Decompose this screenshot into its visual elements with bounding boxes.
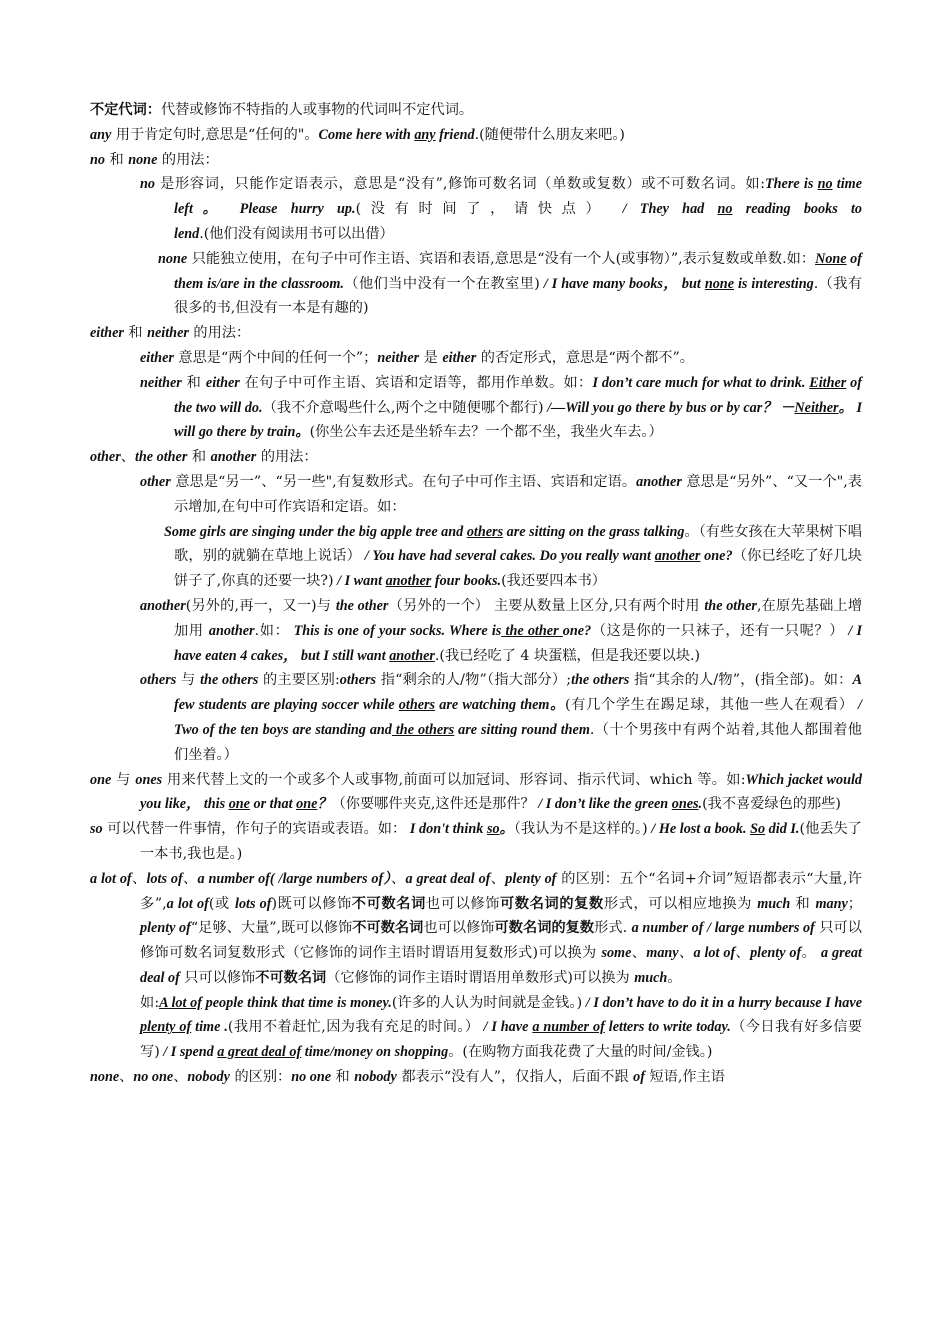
example: reading books to lend bbox=[174, 201, 862, 242]
text: 意思是“另一”、“另一些",有复数形式。在句子中可作主语、宾语和定语。 bbox=[170, 473, 637, 490]
keyword: a great deal of bbox=[140, 945, 862, 986]
translation: .（十个男孩中有两个站着,其他人都围着他们坐着。） bbox=[174, 721, 862, 763]
example: / I don’t like the green bbox=[534, 796, 672, 813]
text: 在句子中可作主语、宾语和定语等，都用作单数。如： bbox=[239, 374, 593, 391]
example: 。 bbox=[499, 821, 514, 838]
example: of them is/are in the classroom. bbox=[174, 250, 862, 292]
example: . bbox=[698, 796, 703, 813]
keyword-ones: ones bbox=[135, 771, 163, 788]
document-page bbox=[90, 98, 862, 1090]
example-underlined: others bbox=[398, 697, 436, 714]
text: 形式，可以相应地换为 bbox=[603, 895, 758, 912]
text: )既可以修饰 bbox=[271, 895, 352, 912]
sep: 、 bbox=[735, 945, 751, 962]
conj: 和 bbox=[104, 151, 129, 168]
keyword: some bbox=[601, 945, 632, 962]
keyword: lots of bbox=[235, 895, 272, 912]
example-underlined: one bbox=[296, 796, 318, 813]
text: ； bbox=[847, 895, 862, 912]
example: one? bbox=[700, 548, 733, 565]
intro-definition: 代替或修饰不特指的人或事物的代词叫不定代词。 bbox=[160, 102, 474, 118]
example: time left。 Please hurry up. bbox=[174, 176, 863, 218]
example: one? bbox=[562, 622, 592, 639]
example: / I have eaten 4 cakes， but I still want bbox=[174, 622, 862, 664]
keyword-another: another bbox=[636, 473, 682, 490]
keyword-others: others bbox=[140, 672, 177, 689]
example-underlined: Neither bbox=[794, 399, 839, 416]
keyword-neither: neither bbox=[377, 349, 420, 366]
translation: （今日我有好多信要写) bbox=[140, 1019, 863, 1061]
text: 如: bbox=[140, 994, 160, 1011]
keyword-either: either bbox=[90, 325, 124, 342]
example: This is one of your socks. Where is bbox=[289, 622, 502, 639]
a-lot-of-examples-paragraph bbox=[90, 991, 862, 1065]
intro-paragraph bbox=[90, 98, 862, 123]
keyword-neither: neither bbox=[140, 374, 182, 391]
example-underlined: no bbox=[717, 201, 733, 218]
conj: 和 bbox=[187, 449, 211, 466]
keyword-others: others bbox=[339, 672, 377, 689]
any-example-underlined: any bbox=[414, 126, 436, 143]
example: / I want bbox=[333, 573, 386, 590]
example: are sitting on the grass talking bbox=[503, 523, 685, 540]
keyword-any: any bbox=[90, 126, 112, 143]
text: 可以代替一件事情，作句子的宾语或表语。如： bbox=[102, 821, 407, 838]
any-example: Come here with bbox=[318, 126, 415, 143]
example: / You have had several cakes. Do you really want bbox=[360, 548, 655, 565]
none-no-one-nobody-paragraph bbox=[90, 1065, 862, 1090]
translation: .（我有很多的书,但没有一本是有趣的) bbox=[174, 275, 863, 317]
text: 是 bbox=[419, 349, 443, 366]
translation: (你坐公车去还是坐轿车去？一个都不坐，我坐火车去。） bbox=[309, 424, 663, 441]
keyword-another: another bbox=[140, 597, 186, 614]
none-usage-paragraph bbox=[90, 247, 862, 321]
translation: （我不介意喝些什么,两个之中随便哪个都行) bbox=[262, 399, 544, 416]
keyword-another: another bbox=[210, 449, 257, 466]
translation: (许多的人认为时间就是金钱。) bbox=[391, 994, 583, 1011]
sep: 、 bbox=[182, 870, 198, 887]
translation: (我用不着赶忙,因为我有充足的时间。） bbox=[227, 1019, 480, 1036]
example: / I have many books， but bbox=[539, 275, 705, 292]
text: （它修饰的词作主语时谓语用单数形式)可以换为 bbox=[326, 969, 635, 986]
heading-text: 的用法： bbox=[256, 449, 318, 466]
text: 只可以修饰可数名词复数形式（它修饰的词作主语时谓语用复数形式)可以换为 bbox=[140, 920, 862, 962]
translation: (我还要四本书） bbox=[501, 573, 606, 590]
keyword-another: another bbox=[208, 622, 255, 639]
example: There is bbox=[765, 176, 818, 193]
no-usage-text: 是形容词，只能作定语表示，意思是“没有”,修饰可数名词（单数或复数）或不可数名词。如: bbox=[154, 176, 765, 193]
keyword-the-other: the other bbox=[134, 449, 188, 466]
example: letters to write today. bbox=[604, 1019, 731, 1036]
translation: （这是你的一只袜子，还有一只呢？） bbox=[591, 622, 845, 639]
heading-text: 的用法： bbox=[157, 151, 219, 168]
conj: 和 bbox=[181, 374, 206, 391]
translation: .(我已经吃了 4 块蛋糕，但是我还要以块.) bbox=[434, 647, 701, 664]
example: / I don’t have to do it in a hurry because I have bbox=[582, 994, 862, 1011]
example-underlined: a great deal of bbox=[217, 1044, 302, 1061]
example-underlined: ones bbox=[671, 796, 699, 813]
keyword: nobody bbox=[187, 1069, 230, 1086]
keyword-other: other bbox=[140, 473, 171, 490]
text: .如： bbox=[254, 622, 290, 639]
translation: 。(在购物方面我花费了大量的时间/金钱。) bbox=[448, 1044, 713, 1061]
translation: 。（有些女孩在大苹果树下唱歌，别的就躺在草地上说话） bbox=[174, 523, 862, 565]
keyword: nobody bbox=[354, 1069, 397, 1086]
keyword-the-other: the other bbox=[704, 597, 757, 614]
translation: （你要哪件夹克,这件还是那件？ bbox=[331, 796, 535, 813]
keyword: plenty of bbox=[140, 920, 191, 937]
example: or that bbox=[249, 796, 297, 813]
example: people think that time is money. bbox=[201, 994, 392, 1011]
keyword: a lot of bbox=[693, 945, 736, 962]
translation: （我认为不是这样的。) bbox=[513, 821, 648, 838]
so-paragraph bbox=[90, 817, 862, 867]
translation: (我不喜爱绿色的那些) bbox=[702, 796, 841, 813]
any-text: 用于肯定句时,意思是“任何的"。 bbox=[111, 126, 319, 143]
example-underlined: none bbox=[704, 275, 734, 292]
keyword: a great deal of bbox=[405, 870, 491, 887]
text: 和 bbox=[790, 895, 816, 912]
example-underlined: the others bbox=[391, 721, 455, 738]
sep: 、 bbox=[120, 449, 135, 466]
keyword-either: either bbox=[205, 374, 240, 391]
example: are sitting round them bbox=[454, 721, 590, 738]
text: （另外的一个） 主要从数量上区分,只有两个时用 bbox=[388, 597, 705, 614]
translation: (有几个学生在踢足球，其他一些人在观看） bbox=[565, 697, 854, 714]
example: is interesting bbox=[734, 275, 814, 292]
bold-term: 不可数名词 bbox=[352, 920, 424, 937]
example-underlined: Either bbox=[809, 374, 847, 391]
any-paragraph bbox=[90, 123, 862, 148]
text: 意思是“两个中间的任何一个”； bbox=[173, 349, 378, 366]
example: time . bbox=[191, 1019, 228, 1036]
text: 的主要区别: bbox=[258, 672, 340, 689]
bold-term: 不可数名词 bbox=[255, 969, 327, 986]
keyword-so: so bbox=[90, 821, 103, 838]
example-underlined: None bbox=[815, 250, 847, 267]
example-underlined: So bbox=[750, 821, 766, 838]
text: 指“剩余的人/物”（指大部分）; bbox=[376, 672, 572, 689]
none-usage-text: 只能独立使用，在句子中可作主语、宾语和表语,意思是“没有一个人(或事物）”,表示复数或单数.如： bbox=[187, 250, 816, 267]
keyword-either: either bbox=[442, 349, 477, 366]
example: / They had bbox=[609, 201, 718, 218]
no-usage-paragraph bbox=[90, 172, 862, 246]
sep: 、 bbox=[119, 1069, 134, 1086]
sep: 、 bbox=[678, 945, 694, 962]
text: “足够、大量”,既可以修饰 bbox=[190, 920, 353, 937]
heading-text: 的用法： bbox=[188, 325, 251, 342]
keyword-no: no bbox=[140, 176, 155, 193]
example-underlined: another bbox=[389, 647, 435, 664]
any-translation: .(随便带什么朋友来吧。) bbox=[474, 126, 625, 143]
example: are watching them。 bbox=[435, 697, 565, 714]
translation: (没有时间了，请快点） bbox=[355, 201, 610, 218]
sep: 、 bbox=[631, 945, 647, 962]
example: 。 I will go there by train。 bbox=[174, 399, 862, 441]
example-underlined: one bbox=[228, 796, 250, 813]
intro-term: 不定代词： bbox=[90, 102, 161, 118]
neither-usage-paragraph bbox=[90, 371, 862, 445]
keyword-neither: neither bbox=[147, 325, 189, 342]
text: 。 bbox=[667, 969, 682, 986]
one-ones-paragraph bbox=[90, 768, 862, 818]
keyword: of bbox=[633, 1069, 645, 1086]
text: 的区别：五个“名词+介词”短语都表示“大量,许多”, bbox=[140, 870, 862, 912]
keyword: none bbox=[90, 1069, 120, 1086]
keyword: no one bbox=[133, 1069, 174, 1086]
example: of the two will do. bbox=[174, 374, 862, 416]
keyword-the-others: the others bbox=[200, 672, 259, 689]
conj: 和 bbox=[123, 325, 148, 342]
keyword: lots of bbox=[146, 870, 183, 887]
sep: 、 bbox=[390, 870, 406, 887]
keyword: a lot of bbox=[166, 895, 209, 912]
other-examples-paragraph bbox=[90, 520, 862, 594]
example-underlined: no bbox=[817, 176, 833, 193]
text: 也可以修饰 bbox=[423, 920, 495, 937]
text: 意思是“另外”、“又一个",表示增加,在句中可作宾语和定语。如： bbox=[174, 473, 862, 515]
another-vs-the-other-paragraph bbox=[90, 594, 862, 668]
others-vs-the-others-paragraph bbox=[90, 668, 862, 767]
text: 指“其余的人/物”，(指全部)。如： bbox=[629, 672, 853, 689]
example: Which jacket would you like， this bbox=[140, 771, 862, 813]
translation: .(他们没有阅读用书可以出借） bbox=[199, 225, 394, 242]
example: Some girls are singing under the big apple tree and bbox=[164, 523, 467, 540]
example: time/money on shopping bbox=[301, 1044, 449, 1061]
keyword: a lot of bbox=[90, 870, 132, 887]
text: 用来代替上文的一个或多个人或事物,前面可以加冠词、形容词、指示代词、which 等。如: bbox=[162, 771, 746, 788]
keyword: many bbox=[815, 895, 848, 912]
sep: 、 bbox=[131, 870, 147, 887]
translation: （他们当中没有一个在教室里) bbox=[343, 275, 540, 292]
text: 的否定形式，意思是“两个都不”。 bbox=[476, 349, 694, 366]
keyword: plenty of bbox=[750, 945, 802, 962]
example: ？ bbox=[317, 796, 332, 813]
keyword: plenty of bbox=[505, 870, 557, 887]
example-underlined: so bbox=[486, 821, 500, 838]
bold-term: 可数名词的复数 bbox=[494, 920, 595, 937]
keyword: much bbox=[634, 969, 668, 986]
either-meaning-paragraph bbox=[90, 346, 862, 371]
text: ,在原先基础上增加用 bbox=[174, 597, 863, 639]
keyword: a number of( /large numbers of） bbox=[197, 870, 391, 887]
any-example-end: friend bbox=[435, 126, 475, 143]
example-underlined: a number of bbox=[532, 1019, 605, 1036]
example-underlined: another bbox=[385, 573, 432, 590]
keyword-none: none bbox=[128, 151, 158, 168]
text: 与 bbox=[111, 771, 136, 788]
no-none-heading bbox=[90, 148, 862, 173]
sep: 、 bbox=[173, 1069, 188, 1086]
text: 也可以修饰 bbox=[425, 895, 501, 912]
keyword: much bbox=[757, 895, 791, 912]
example: A few students are playing soccer while bbox=[174, 672, 862, 714]
text: (或 bbox=[208, 895, 235, 912]
keyword: no one bbox=[291, 1069, 332, 1086]
text: 只可以修饰 bbox=[179, 969, 256, 986]
keyword-either: either bbox=[140, 349, 174, 366]
text: 和 bbox=[331, 1069, 355, 1086]
example-underlined: A lot of bbox=[159, 994, 202, 1011]
example: did I. bbox=[765, 821, 800, 838]
example: I don’t care much for what to drink. bbox=[592, 374, 810, 391]
other-heading bbox=[90, 445, 862, 470]
example: four books. bbox=[431, 573, 502, 590]
keyword: a number of / large numbers of bbox=[631, 920, 815, 937]
example-underlined: plenty of bbox=[140, 1019, 192, 1036]
keyword-the-other: the other bbox=[335, 597, 389, 614]
other-meaning-paragraph bbox=[90, 470, 862, 520]
text: 形式. bbox=[594, 920, 632, 937]
example: I don't think bbox=[406, 821, 487, 838]
sep: 、 bbox=[490, 870, 506, 887]
example: / I have bbox=[479, 1019, 533, 1036]
example-underlined: another bbox=[654, 548, 701, 565]
example: /—Will you go there by bus or by car？ － bbox=[543, 399, 795, 416]
bold-term: 不可数名词 bbox=[351, 895, 426, 912]
text: 与 bbox=[176, 672, 201, 689]
keyword-none: none bbox=[158, 250, 188, 267]
keyword-other: other bbox=[90, 449, 121, 466]
keyword-one: one bbox=[90, 771, 112, 788]
example-underlined: others bbox=[466, 523, 504, 540]
text: 短语,作主语 bbox=[644, 1069, 725, 1086]
example: / I spend bbox=[159, 1044, 218, 1061]
text: (另外的,再一，又一)与 bbox=[185, 597, 336, 614]
text: 的区别： bbox=[229, 1069, 292, 1086]
example-underlined: the other bbox=[501, 622, 563, 639]
keyword-no: no bbox=[90, 151, 105, 168]
example: / He lost a book. bbox=[647, 821, 751, 838]
keyword-the-others: the others bbox=[571, 672, 630, 689]
text: 。 bbox=[801, 945, 822, 962]
keyword: many bbox=[646, 945, 679, 962]
translation: (他丢失了一本书,我也是。) bbox=[140, 821, 862, 862]
example: / Two of the ten boys are standing and bbox=[174, 697, 862, 738]
a-lot-of-paragraph bbox=[90, 867, 862, 991]
either-heading bbox=[90, 321, 862, 346]
bold-term: 可数名词的复数 bbox=[500, 895, 604, 912]
text: 都表示“没有人”，仅指人，后面不跟 bbox=[396, 1069, 634, 1086]
translation: （你已经吃了好几块饼子了,你真的还要一块?) bbox=[174, 548, 862, 590]
